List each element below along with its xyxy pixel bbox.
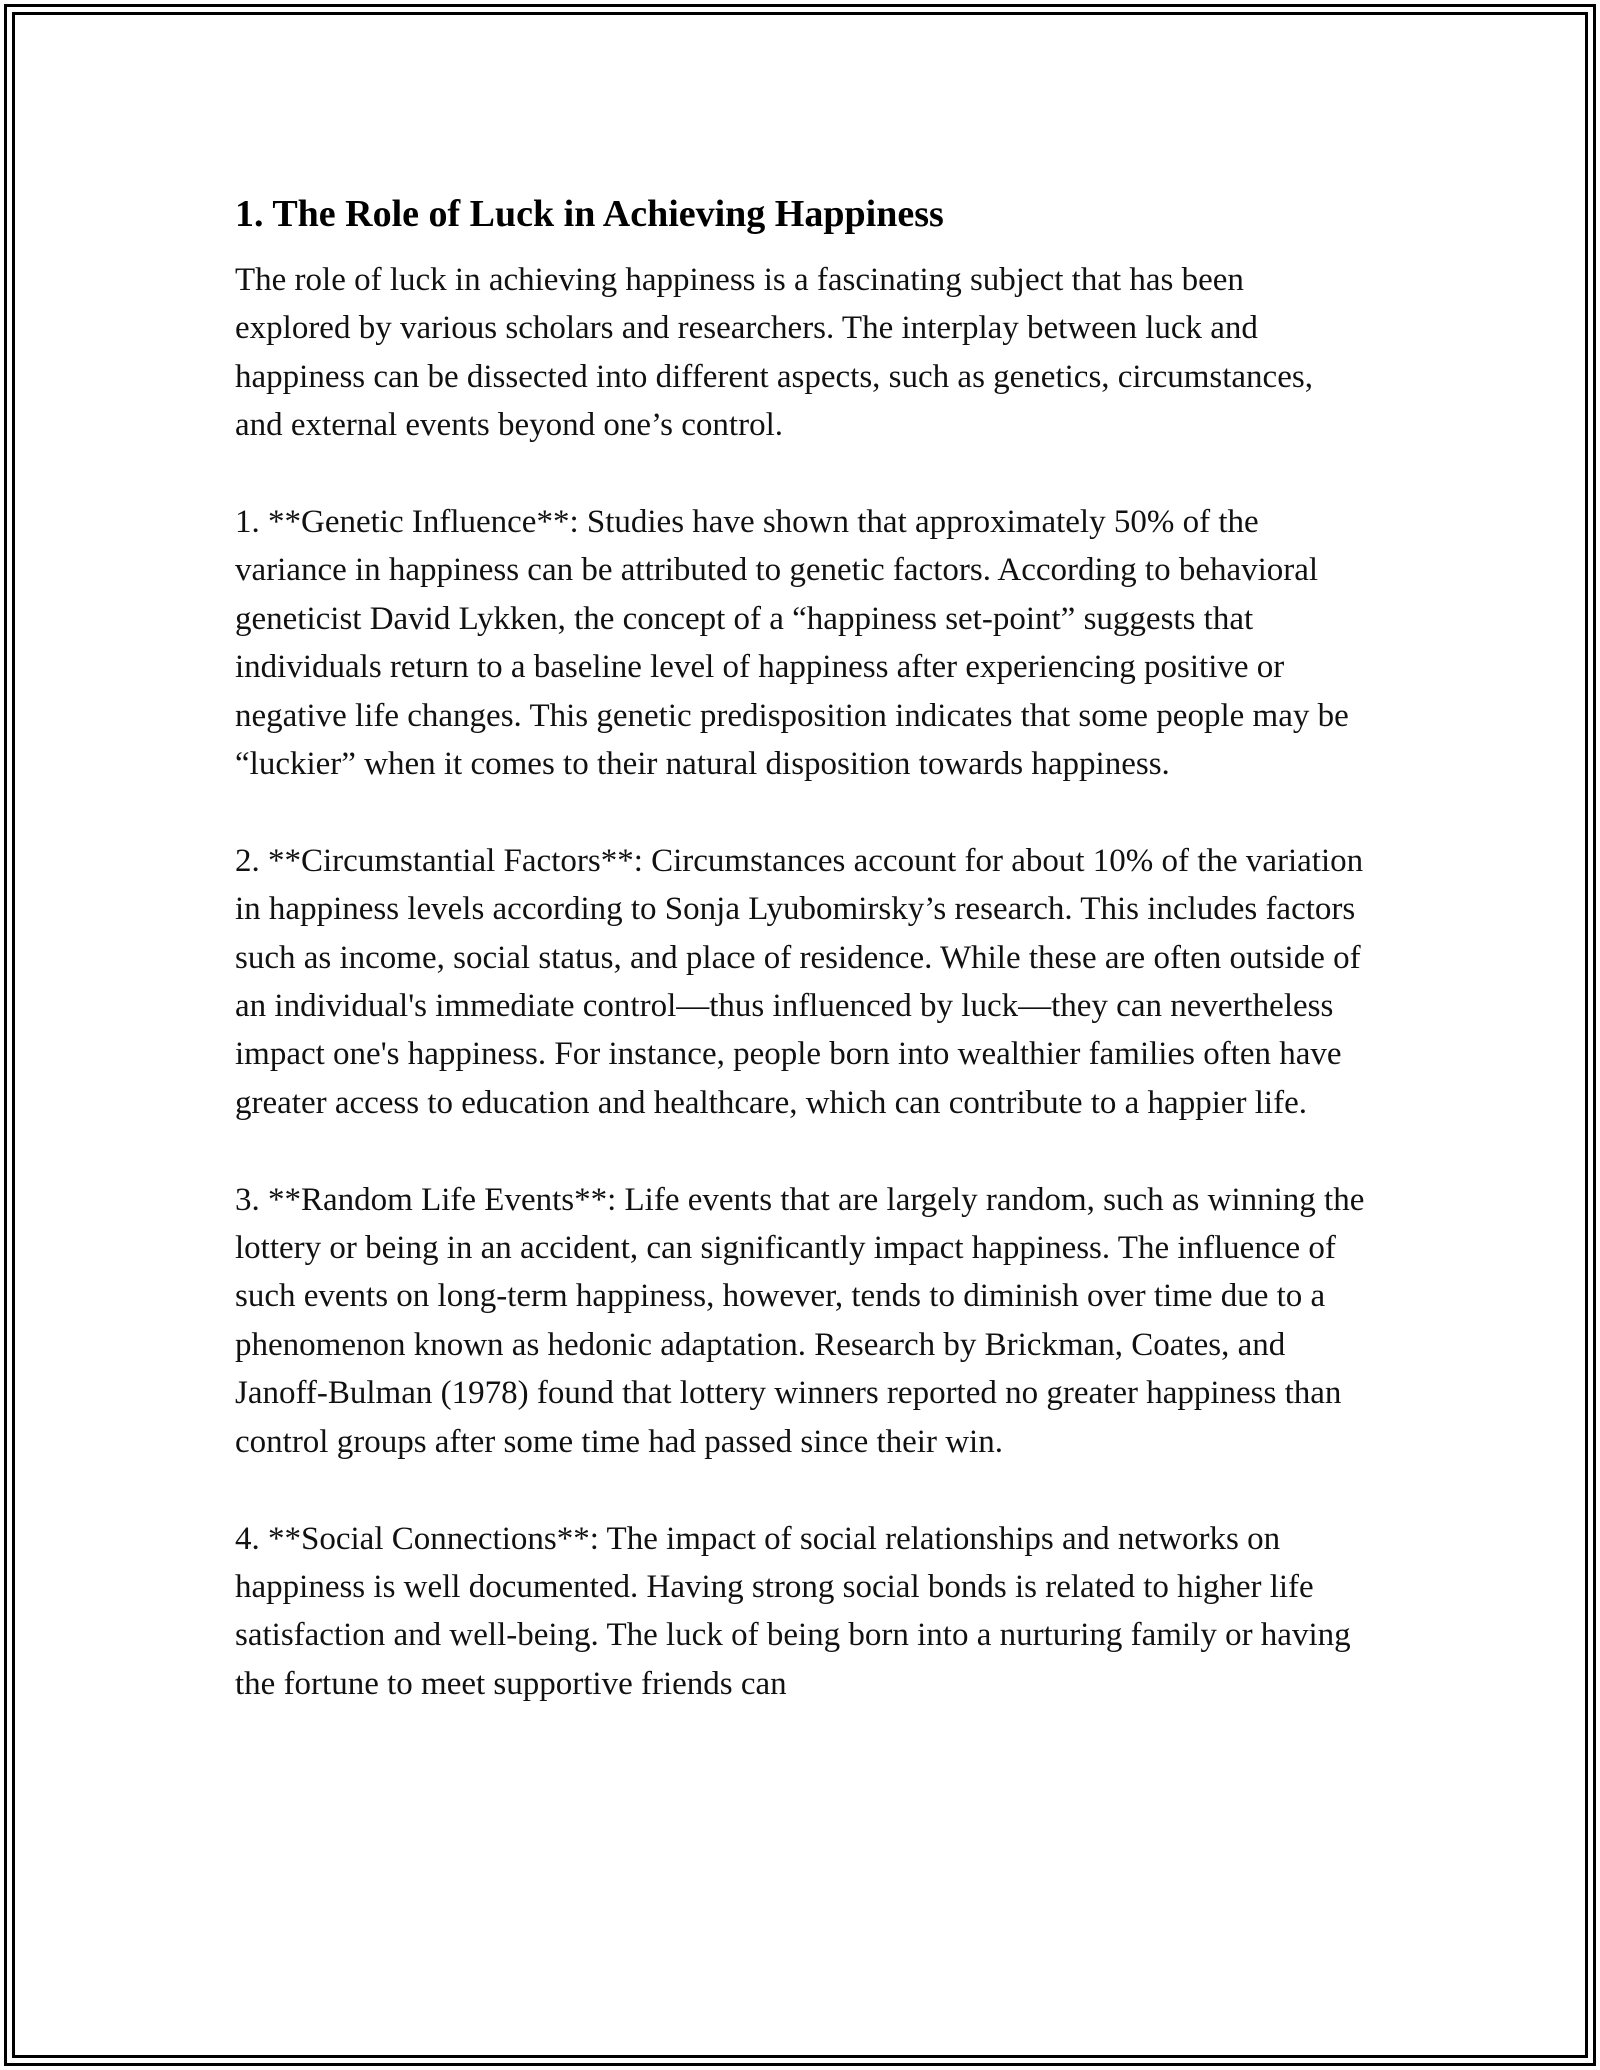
document-body	[235, 183, 1365, 1708]
random-life-events-paragraph: 3. **Random Life Events**: Life events that are largely random, such as winning the lottery or being in an accident, can significantly impact happiness. The influence of such events on long-term happiness, however, tends to diminish over time due to a phenomenon known as hedonic adaptation. Research by Brickman, Coates, and Janoff-Bulman (1978) found that lottery winners reported no greater happiness than control groups after some time had passed since their win.	[235, 1181, 1365, 1460]
circumstantial-factors-paragraph: 2. **Circumstantial Factors**: Circumstances account for about 10% of the variation in happiness levels according to Sonja Lyubomirsky’s research. This includes factors such as income, social status, and place of residence. While these are often outside of an individual's immediate control—thus influenced by luck—they can nevertheless impact one's happiness. For instance, people born into wealthier families often have greater access to education and healthcare, which can contribute to a happier life.	[235, 842, 1364, 1121]
section-heading: 1. The Role of Luck in Achieving Happiness	[235, 193, 944, 235]
genetic-influence-paragraph: 1. **Genetic Influence**: Studies have shown that approximately 50% of the variance in happiness can be attributed to genetic factors. According to behavioral geneticist David Lykken, the concept of a “happiness set-point” suggests that individuals return to a baseline level of happiness after experiencing positive or negative life changes. This genetic predisposition indicates that some people may be “luckier” when it comes to their natural disposition towards happiness.	[235, 504, 1349, 783]
social-connections-paragraph: 4. **Social Connections**: The impact of social relationships and networks on happiness is well documented. Having strong social bonds is related to higher life satisfaction and well-being. The luck of being born into a nurturing family or having the fortune to meet supportive friends can	[235, 1520, 1351, 1702]
intro-paragraph: The role of luck in achieving happiness is a fascinating subject that has been explored by various scholars and researchers. The interplay between luck and happiness can be dissected into different aspects, such as genetics, circumstances, and external events beyond one’s control.	[235, 262, 1313, 444]
